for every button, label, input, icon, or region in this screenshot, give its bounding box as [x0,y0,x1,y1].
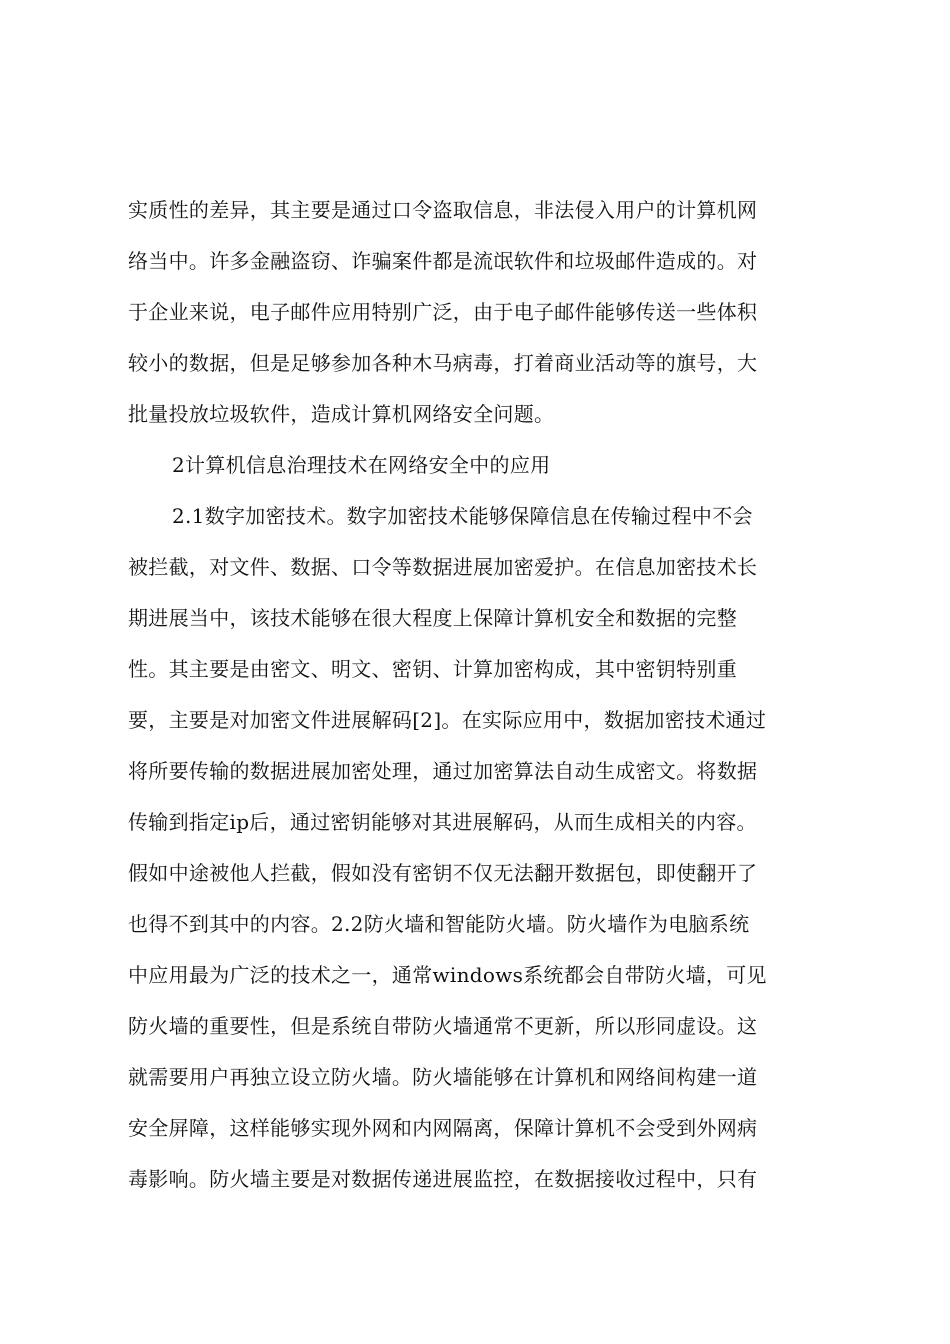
text-line: 期进展当中，该技术能够在很大程度上保障计算机安全和数据的完整 [128,606,737,630]
text-line: 就需要用户再独立设立防火墙。防火墙能够在计算机和网络间构建一道 [128,1065,758,1089]
text-line: 将所要传输的数据进展加密处理，通过加密算法自动生成密文。将数据 [128,759,758,783]
text-line: 较小的数据，但是足够参加各种木马病毒，打着商业活动等的旗号，大 [128,351,758,375]
text-line: 络当中。许多金融盗窃、诈骗案件都是流氓软件和垃圾邮件造成的。对 [128,249,758,273]
text-line: 要，主要是对加密文件进展解码[2]。在实际应用中，数据加密技术通过 [128,708,767,732]
text-line: 实质性的差异，其主要是通过口令盗取信息，非法侵入用户的计算机网 [128,198,758,222]
section-heading: 2计算机信息治理技术在网络安全中的应用 [172,453,551,477]
paragraph-2 [128,491,834,1205]
text-line: 被拦截，对文件、数据、口令等数据进展加密爱护。在信息加密技术长 [128,555,758,579]
text-line: 也得不到其中的内容。2.2防火墙和智能防火墙。防火墙作为电脑系统 [128,912,750,936]
text-line: 安全屏障，这样能够实现外网和内网隔离，保障计算机不会受到外网病 [128,1116,758,1140]
text-line: 防火墙的重要性，但是系统自带防火墙通常不更新，所以形同虚设。这 [128,1014,758,1038]
text-line: 2.1数字加密技术。数字加密技术能够保障信息在传输过程中不会 [172,504,753,528]
body-text [128,185,834,1205]
text-line: 于企业来说，电子邮件应用特别广泛，由于电子邮件能够传送一些体积 [128,300,758,324]
paragraph-1 [128,185,834,440]
text-line: 批量投放垃圾软件，造成计算机网络安全问题。 [128,402,555,426]
text-line: 传输到指定ip后，通过密钥能够对其进展解码，从而生成相关的内容。 [128,810,757,834]
text-line: 假如中途被他人拦截，假如没有密钥不仅无法翻开数据包，即使翻开了 [128,861,758,885]
text-line: 中应用最为广泛的技术之一，通常windows系统都会自带防火墙，可见 [128,963,767,987]
text-line: 毒影响。防火墙主要是对数据传递进展监控，在数据接收过程中，只有 [128,1167,758,1191]
text-line: 性。其主要是由密文、明文、密钥、计算加密构成，其中密钥特别重 [128,657,737,681]
